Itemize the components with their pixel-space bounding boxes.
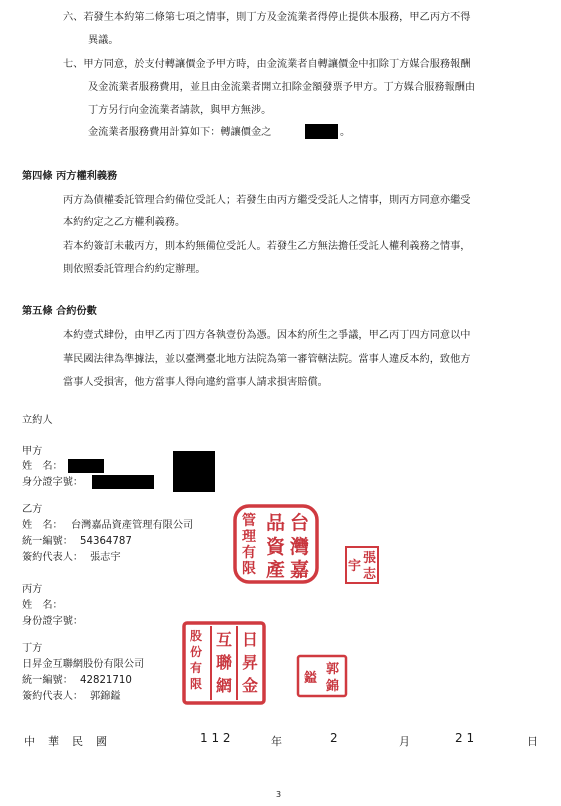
party-b-company-seal xyxy=(232,503,320,585)
party-c-name-label: 姓 名： xyxy=(22,600,63,611)
svg-text:限: 限 xyxy=(242,561,256,577)
page-number: 3 xyxy=(276,790,282,799)
svg-text:管: 管 xyxy=(242,513,256,529)
svg-text:志: 志 xyxy=(363,567,377,582)
date-month: 2 xyxy=(330,731,338,745)
svg-text:台: 台 xyxy=(290,512,310,534)
clause-6-line2: 異議。 xyxy=(88,35,119,46)
date-year: 1 1 2 xyxy=(200,731,231,745)
party-c-title: 丙方 xyxy=(22,584,43,595)
article-5-heading: 第五條 合約份數 xyxy=(22,306,97,317)
party-b-tax-id-label: 統一編號： xyxy=(22,536,73,547)
clause-7-line4-end: 。 xyxy=(340,127,351,138)
date-day-unit: 日 xyxy=(527,735,538,748)
svg-text:張: 張 xyxy=(363,551,377,566)
party-b-title: 乙方 xyxy=(22,504,43,515)
party-a-id-label: 身分證字號： xyxy=(22,477,84,488)
party-b-tax-id-value: 54364787 xyxy=(80,536,132,547)
party-d-company: 日昇金互聯網股份有限公司 xyxy=(22,659,145,670)
party-d-rep-seal xyxy=(296,654,348,698)
redaction-party-a-id xyxy=(92,475,154,489)
date-era-2: 華 xyxy=(48,735,59,748)
date-month-unit: 月 xyxy=(399,735,410,748)
svg-text:產: 產 xyxy=(266,559,286,581)
clause-7-line1: 七、甲方同意，於支付轉讓價金予甲方時，由金流業者自轉讓價金中扣除丁方媒合服務報酬 xyxy=(63,59,471,70)
date-day: 2 1 xyxy=(455,731,475,745)
date-era-4: 國 xyxy=(96,735,107,748)
svg-text:日: 日 xyxy=(242,630,259,649)
party-b-name-label: 姓 名： xyxy=(22,520,63,531)
clause-7-line2: 及金流業者服務費用，並且由金流業者開立扣除金額發票予甲方。丁方媒合服務報酬由 xyxy=(88,82,476,93)
svg-text:股: 股 xyxy=(190,629,203,643)
article-4-p1-line2: 本約約定之乙方權利義務。 xyxy=(63,217,186,228)
party-d-tax-id-label: 統一編號： xyxy=(22,675,73,686)
svg-text:嘉: 嘉 xyxy=(290,559,310,581)
svg-text:限: 限 xyxy=(190,677,203,691)
svg-text:有: 有 xyxy=(190,661,203,675)
svg-text:份: 份 xyxy=(190,645,203,659)
article-4-p2-line1: 若本約簽訂未載丙方，則本約無備位受託人。若發生乙方無法擔任受託人權利義務之情事， xyxy=(63,241,471,252)
svg-text:郭: 郭 xyxy=(326,662,340,677)
party-a-name-label: 姓 名： xyxy=(22,461,63,472)
party-b-rep-seal xyxy=(344,545,380,585)
svg-text:有: 有 xyxy=(242,545,256,561)
article-4-p1-line1: 丙方為債權委託管理合約備位受託人；若發生由丙方繼受受託人之情事，則丙方同意亦繼受 xyxy=(63,195,471,206)
date-era-1: 中 xyxy=(24,735,35,748)
article-5-line1: 本約壹式肆份，由甲乙丙丁四方各執壹份為憑。因本約所生之爭議，甲乙丙丁四方同意以中 xyxy=(63,330,471,341)
party-d-company-seal xyxy=(181,620,267,706)
svg-text:互: 互 xyxy=(216,630,233,649)
svg-text:昇: 昇 xyxy=(242,653,259,672)
article-4-heading: 第四條 丙方權利義務 xyxy=(22,171,118,182)
clause-7-line4: 金流業者服務費用計算如下：轉讓價金之 xyxy=(88,127,272,138)
party-d-rep-value: 郭錦鎰 xyxy=(90,691,121,702)
article-5-line2: 華民國法律為準據法，並以臺灣臺北地方法院為第一審管轄法院。當事人違反本約，致他方 xyxy=(63,354,471,365)
party-c-id-label: 身份證字號： xyxy=(22,616,84,627)
article-5-line3: 當事人受損害，他方當事人得向違約當事人請求損害賠償。 xyxy=(63,377,328,388)
svg-text:宇: 宇 xyxy=(348,559,362,574)
svg-text:鎰: 鎰 xyxy=(304,671,318,686)
clause-6-line1: 六、若發生本約第二條第七項之情事，則丁方及金流業者得停止提供本服務，甲乙丙方不得 xyxy=(63,12,471,23)
svg-text:金: 金 xyxy=(242,676,259,695)
svg-text:資: 資 xyxy=(266,536,286,558)
party-a-title: 甲方 xyxy=(22,446,43,457)
svg-text:錦: 錦 xyxy=(326,679,340,694)
svg-text:品: 品 xyxy=(266,512,286,534)
svg-text:理: 理 xyxy=(242,529,256,545)
party-b-rep-label: 簽約代表人： xyxy=(22,552,84,563)
svg-text:聯: 聯 xyxy=(216,653,233,672)
party-d-tax-id-value: 42821710 xyxy=(80,675,132,686)
date-year-unit: 年 xyxy=(271,735,282,748)
date-era-3: 民 xyxy=(72,735,83,748)
redaction-party-a-name xyxy=(68,459,104,473)
clause-7-line3: 丁方另行向金流業者請款，與甲方無涉。 xyxy=(88,105,272,116)
svg-text:網: 網 xyxy=(216,676,233,695)
svg-text:灣: 灣 xyxy=(290,536,310,558)
redaction-fee-rate xyxy=(305,124,338,139)
article-4-p2-line2: 則依照委託管理合約約定辦理。 xyxy=(63,264,206,275)
party-d-rep-label: 簽約代表人： xyxy=(22,691,84,702)
signatories-heading: 立約人 xyxy=(22,415,53,426)
party-d-title: 丁方 xyxy=(22,643,43,654)
redaction-party-a-seal xyxy=(173,451,215,492)
party-b-rep-value: 張志宇 xyxy=(90,552,121,563)
party-b-name-value: 台灣嘉品資產管理有限公司 xyxy=(71,520,194,531)
